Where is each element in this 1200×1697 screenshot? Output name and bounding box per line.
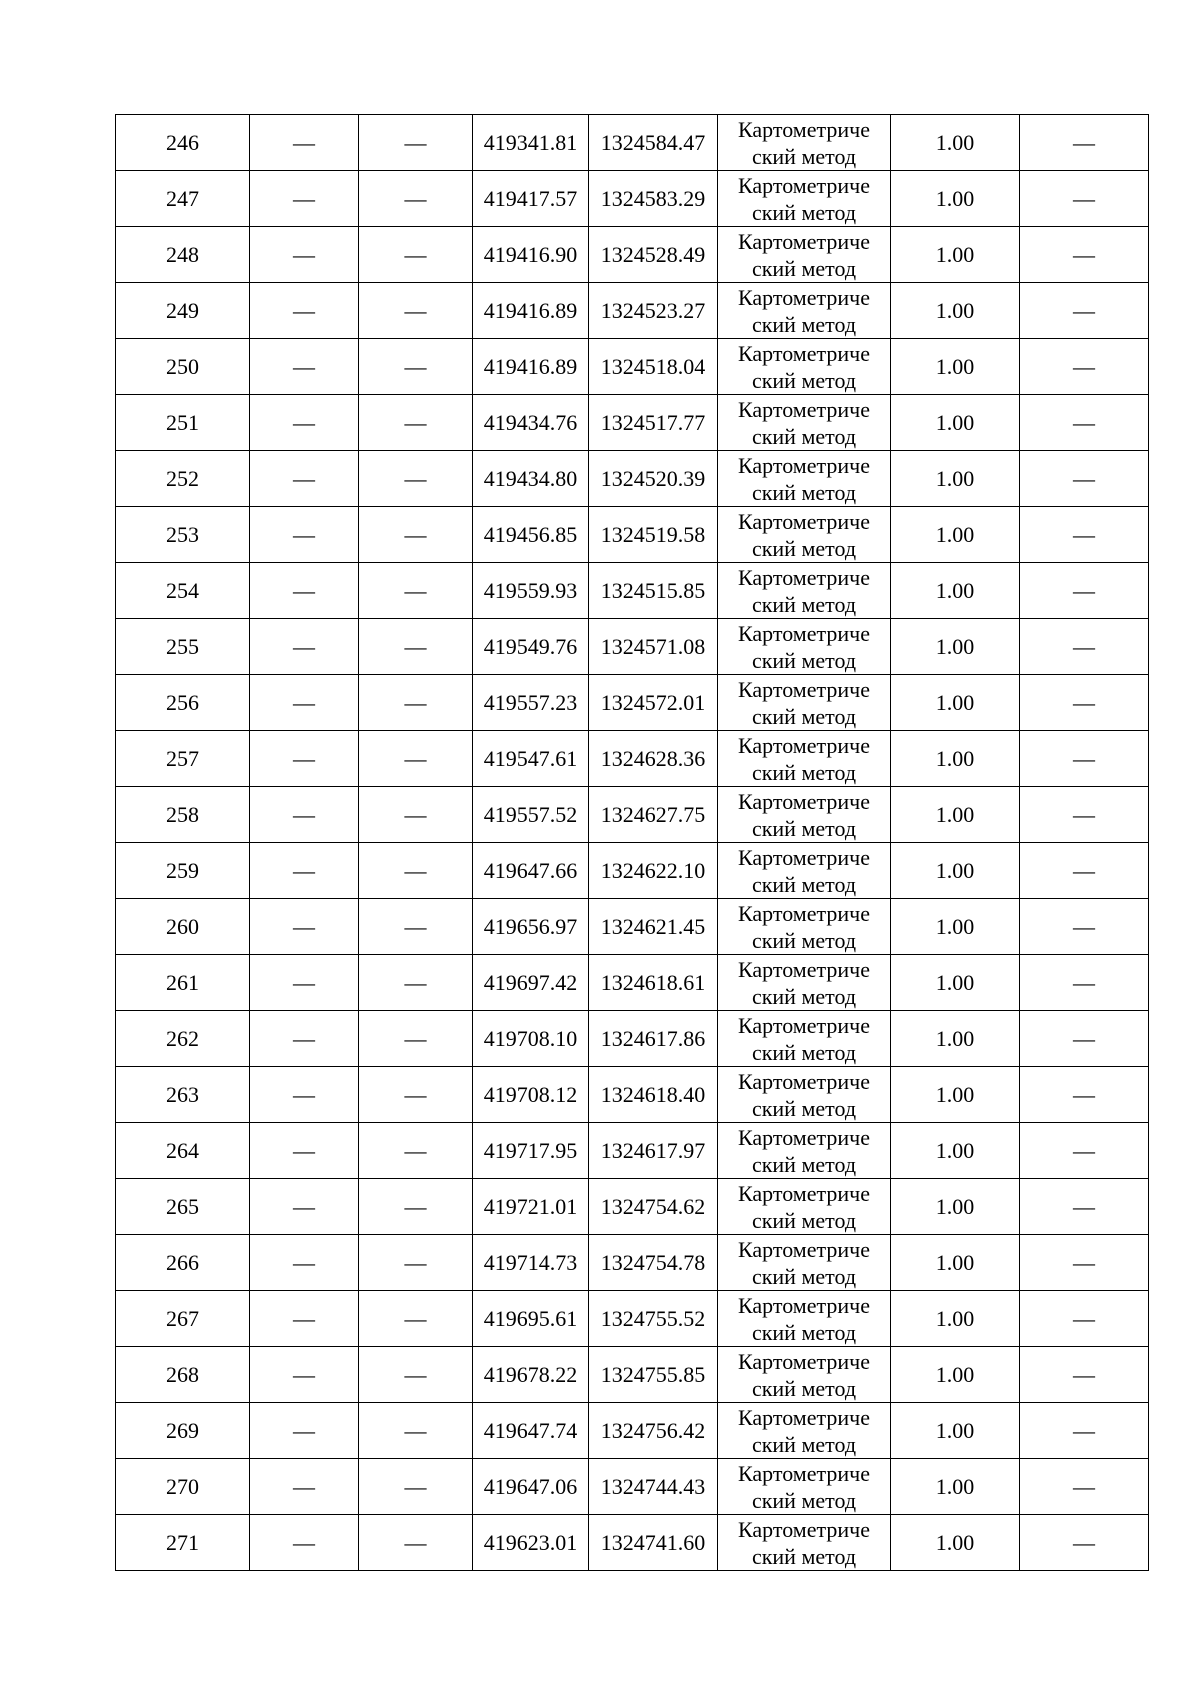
coordinate-x-cell: 419695.61 <box>473 1291 589 1347</box>
table-row <box>116 1515 1149 1571</box>
coordinate-y-cell: 1324755.85 <box>589 1347 718 1403</box>
point-number-cell: 271 <box>116 1515 250 1571</box>
point-number-cell: 257 <box>116 731 250 787</box>
coordinate-x-cell: 419416.89 <box>473 339 589 395</box>
method-cell: Картометриче ский метод <box>718 619 891 675</box>
table-row <box>116 787 1149 843</box>
table-row <box>116 1403 1149 1459</box>
accuracy-cell: 1.00 <box>891 899 1020 955</box>
coordinate-y-cell: 1324618.40 <box>589 1067 718 1123</box>
empty-dash-cell: — <box>250 1179 359 1235</box>
point-number-cell: 260 <box>116 899 250 955</box>
point-number-cell: 249 <box>116 283 250 339</box>
coordinate-x-cell: 419647.66 <box>473 843 589 899</box>
empty-dash-cell: — <box>359 115 473 171</box>
method-cell: Картометриче ский метод <box>718 1067 891 1123</box>
empty-dash-cell: — <box>359 451 473 507</box>
empty-dash-cell: — <box>359 1235 473 1291</box>
coordinate-x-cell: 419559.93 <box>473 563 589 619</box>
empty-dash-cell: — <box>359 1179 473 1235</box>
method-cell: Картометриче ский метод <box>718 955 891 1011</box>
coordinate-y-cell: 1324756.42 <box>589 1403 718 1459</box>
point-number-cell: 247 <box>116 171 250 227</box>
accuracy-cell: 1.00 <box>891 787 1020 843</box>
coordinate-x-cell: 419557.52 <box>473 787 589 843</box>
table-row <box>116 843 1149 899</box>
empty-dash-cell: — <box>1020 227 1149 283</box>
coordinate-y-cell: 1324618.61 <box>589 955 718 1011</box>
coordinate-y-cell: 1324520.39 <box>589 451 718 507</box>
accuracy-cell: 1.00 <box>891 1515 1020 1571</box>
point-number-cell: 248 <box>116 227 250 283</box>
empty-dash-cell: — <box>359 227 473 283</box>
coordinate-x-cell: 419549.76 <box>473 619 589 675</box>
empty-dash-cell: — <box>250 395 359 451</box>
coordinate-x-cell: 419434.76 <box>473 395 589 451</box>
point-number-cell: 269 <box>116 1403 250 1459</box>
coordinate-y-cell: 1324571.08 <box>589 619 718 675</box>
empty-dash-cell: — <box>250 787 359 843</box>
empty-dash-cell: — <box>359 1403 473 1459</box>
empty-dash-cell: — <box>1020 395 1149 451</box>
coordinate-x-cell: 419656.97 <box>473 899 589 955</box>
coordinate-y-cell: 1324755.52 <box>589 1291 718 1347</box>
coordinate-y-cell: 1324528.49 <box>589 227 718 283</box>
empty-dash-cell: — <box>250 171 359 227</box>
empty-dash-cell: — <box>250 227 359 283</box>
empty-dash-cell: — <box>359 507 473 563</box>
empty-dash-cell: — <box>250 1067 359 1123</box>
method-cell: Картометриче ский метод <box>718 1011 891 1067</box>
coordinate-x-cell: 419557.23 <box>473 675 589 731</box>
empty-dash-cell: — <box>250 1235 359 1291</box>
empty-dash-cell: — <box>1020 115 1149 171</box>
accuracy-cell: 1.00 <box>891 1235 1020 1291</box>
method-cell: Картометриче ский метод <box>718 1123 891 1179</box>
empty-dash-cell: — <box>250 115 359 171</box>
empty-dash-cell: — <box>1020 955 1149 1011</box>
point-number-cell: 270 <box>116 1459 250 1515</box>
point-number-cell: 259 <box>116 843 250 899</box>
coordinate-x-cell: 419623.01 <box>473 1515 589 1571</box>
table-row <box>116 171 1149 227</box>
coordinate-x-cell: 419547.61 <box>473 731 589 787</box>
empty-dash-cell: — <box>359 1291 473 1347</box>
empty-dash-cell: — <box>359 675 473 731</box>
coordinate-x-cell: 419708.12 <box>473 1067 589 1123</box>
accuracy-cell: 1.00 <box>891 843 1020 899</box>
point-number-cell: 261 <box>116 955 250 1011</box>
table-row <box>116 563 1149 619</box>
empty-dash-cell: — <box>1020 1011 1149 1067</box>
accuracy-cell: 1.00 <box>891 1011 1020 1067</box>
coordinate-x-cell: 419417.57 <box>473 171 589 227</box>
empty-dash-cell: — <box>250 1347 359 1403</box>
table-row <box>116 1179 1149 1235</box>
table-row <box>116 507 1149 563</box>
accuracy-cell: 1.00 <box>891 1123 1020 1179</box>
empty-dash-cell: — <box>1020 563 1149 619</box>
accuracy-cell: 1.00 <box>891 283 1020 339</box>
point-number-cell: 255 <box>116 619 250 675</box>
coordinate-y-cell: 1324627.75 <box>589 787 718 843</box>
point-number-cell: 265 <box>116 1179 250 1235</box>
empty-dash-cell: — <box>250 843 359 899</box>
empty-dash-cell: — <box>1020 1179 1149 1235</box>
table-row <box>116 731 1149 787</box>
method-cell: Картометриче ский метод <box>718 339 891 395</box>
method-cell: Картометриче ский метод <box>718 1403 891 1459</box>
table-row <box>116 899 1149 955</box>
empty-dash-cell: — <box>359 1011 473 1067</box>
empty-dash-cell: — <box>359 1459 473 1515</box>
coordinate-x-cell: 419647.74 <box>473 1403 589 1459</box>
method-cell: Картометриче ский метод <box>718 731 891 787</box>
coordinate-y-cell: 1324515.85 <box>589 563 718 619</box>
empty-dash-cell: — <box>250 619 359 675</box>
empty-dash-cell: — <box>359 1515 473 1571</box>
table-row <box>116 1123 1149 1179</box>
accuracy-cell: 1.00 <box>891 619 1020 675</box>
empty-dash-cell: — <box>359 171 473 227</box>
empty-dash-cell: — <box>250 1011 359 1067</box>
accuracy-cell: 1.00 <box>891 955 1020 1011</box>
accuracy-cell: 1.00 <box>891 171 1020 227</box>
coordinate-y-cell: 1324754.62 <box>589 1179 718 1235</box>
empty-dash-cell: — <box>359 843 473 899</box>
empty-dash-cell: — <box>1020 283 1149 339</box>
empty-dash-cell: — <box>359 899 473 955</box>
method-cell: Картометриче ский метод <box>718 1347 891 1403</box>
accuracy-cell: 1.00 <box>891 1347 1020 1403</box>
empty-dash-cell: — <box>250 507 359 563</box>
empty-dash-cell: — <box>250 283 359 339</box>
table-row <box>116 1459 1149 1515</box>
table-row <box>116 451 1149 507</box>
point-number-cell: 262 <box>116 1011 250 1067</box>
method-cell: Картометриче ский метод <box>718 451 891 507</box>
point-number-cell: 263 <box>116 1067 250 1123</box>
empty-dash-cell: — <box>250 1403 359 1459</box>
coordinate-x-cell: 419697.42 <box>473 955 589 1011</box>
empty-dash-cell: — <box>1020 1123 1149 1179</box>
empty-dash-cell: — <box>359 339 473 395</box>
coordinate-y-cell: 1324572.01 <box>589 675 718 731</box>
empty-dash-cell: — <box>359 395 473 451</box>
point-number-cell: 256 <box>116 675 250 731</box>
coordinate-y-cell: 1324628.36 <box>589 731 718 787</box>
empty-dash-cell: — <box>1020 507 1149 563</box>
method-cell: Картометриче ский метод <box>718 787 891 843</box>
empty-dash-cell: — <box>250 339 359 395</box>
accuracy-cell: 1.00 <box>891 675 1020 731</box>
point-number-cell: 266 <box>116 1235 250 1291</box>
point-number-cell: 264 <box>116 1123 250 1179</box>
empty-dash-cell: — <box>359 731 473 787</box>
method-cell: Картометриче ский метод <box>718 227 891 283</box>
point-number-cell: 251 <box>116 395 250 451</box>
coordinate-y-cell: 1324517.77 <box>589 395 718 451</box>
accuracy-cell: 1.00 <box>891 507 1020 563</box>
table-row <box>116 283 1149 339</box>
coordinates-table <box>115 114 1149 1571</box>
method-cell: Картометриче ский метод <box>718 507 891 563</box>
coordinate-y-cell: 1324584.47 <box>589 115 718 171</box>
table-row <box>116 227 1149 283</box>
accuracy-cell: 1.00 <box>891 563 1020 619</box>
method-cell: Картометриче ский метод <box>718 1515 891 1571</box>
coordinate-x-cell: 419416.90 <box>473 227 589 283</box>
empty-dash-cell: — <box>250 563 359 619</box>
table-row <box>116 675 1149 731</box>
method-cell: Картометриче ский метод <box>718 1291 891 1347</box>
method-cell: Картометриче ский метод <box>718 1235 891 1291</box>
coordinate-y-cell: 1324617.86 <box>589 1011 718 1067</box>
accuracy-cell: 1.00 <box>891 731 1020 787</box>
table-row <box>116 1347 1149 1403</box>
empty-dash-cell: — <box>1020 451 1149 507</box>
coordinate-x-cell: 419708.10 <box>473 1011 589 1067</box>
coordinate-x-cell: 419678.22 <box>473 1347 589 1403</box>
empty-dash-cell: — <box>1020 1459 1149 1515</box>
empty-dash-cell: — <box>1020 731 1149 787</box>
coordinate-x-cell: 419647.06 <box>473 1459 589 1515</box>
coordinate-y-cell: 1324622.10 <box>589 843 718 899</box>
empty-dash-cell: — <box>359 1123 473 1179</box>
point-number-cell: 250 <box>116 339 250 395</box>
empty-dash-cell: — <box>1020 1291 1149 1347</box>
table-row <box>116 115 1149 171</box>
method-cell: Картометриче ский метод <box>718 395 891 451</box>
table-row <box>116 955 1149 1011</box>
table-row <box>116 1235 1149 1291</box>
empty-dash-cell: — <box>1020 675 1149 731</box>
accuracy-cell: 1.00 <box>891 451 1020 507</box>
coordinate-y-cell: 1324523.27 <box>589 283 718 339</box>
coordinate-y-cell: 1324583.29 <box>589 171 718 227</box>
table-body <box>116 115 1149 1571</box>
coordinate-y-cell: 1324754.78 <box>589 1235 718 1291</box>
coordinate-x-cell: 419456.85 <box>473 507 589 563</box>
coordinate-y-cell: 1324741.60 <box>589 1515 718 1571</box>
empty-dash-cell: — <box>250 675 359 731</box>
empty-dash-cell: — <box>250 451 359 507</box>
coordinate-x-cell: 419434.80 <box>473 451 589 507</box>
empty-dash-cell: — <box>1020 1515 1149 1571</box>
empty-dash-cell: — <box>250 1291 359 1347</box>
coordinate-x-cell: 419714.73 <box>473 1235 589 1291</box>
empty-dash-cell: — <box>359 787 473 843</box>
accuracy-cell: 1.00 <box>891 395 1020 451</box>
method-cell: Картометриче ский метод <box>718 843 891 899</box>
table-row <box>116 1067 1149 1123</box>
empty-dash-cell: — <box>359 563 473 619</box>
empty-dash-cell: — <box>250 1123 359 1179</box>
empty-dash-cell: — <box>1020 1235 1149 1291</box>
accuracy-cell: 1.00 <box>891 339 1020 395</box>
table-row <box>116 619 1149 675</box>
coordinate-y-cell: 1324621.45 <box>589 899 718 955</box>
coordinate-y-cell: 1324519.58 <box>589 507 718 563</box>
coordinate-x-cell: 419341.81 <box>473 115 589 171</box>
accuracy-cell: 1.00 <box>891 227 1020 283</box>
coordinate-y-cell: 1324744.43 <box>589 1459 718 1515</box>
empty-dash-cell: — <box>359 283 473 339</box>
coordinate-y-cell: 1324518.04 <box>589 339 718 395</box>
empty-dash-cell: — <box>1020 843 1149 899</box>
method-cell: Картометриче ский метод <box>718 675 891 731</box>
accuracy-cell: 1.00 <box>891 1067 1020 1123</box>
empty-dash-cell: — <box>359 1067 473 1123</box>
accuracy-cell: 1.00 <box>891 1459 1020 1515</box>
empty-dash-cell: — <box>1020 1067 1149 1123</box>
table-row <box>116 1291 1149 1347</box>
method-cell: Картометриче ский метод <box>718 115 891 171</box>
coordinate-x-cell: 419416.89 <box>473 283 589 339</box>
point-number-cell: 252 <box>116 451 250 507</box>
empty-dash-cell: — <box>1020 619 1149 675</box>
empty-dash-cell: — <box>1020 171 1149 227</box>
method-cell: Картометриче ский метод <box>718 171 891 227</box>
empty-dash-cell: — <box>250 1515 359 1571</box>
empty-dash-cell: — <box>359 619 473 675</box>
accuracy-cell: 1.00 <box>891 1403 1020 1459</box>
table-row <box>116 395 1149 451</box>
point-number-cell: 267 <box>116 1291 250 1347</box>
point-number-cell: 258 <box>116 787 250 843</box>
method-cell: Картометриче ский метод <box>718 899 891 955</box>
table-row <box>116 339 1149 395</box>
point-number-cell: 253 <box>116 507 250 563</box>
empty-dash-cell: — <box>1020 1347 1149 1403</box>
table-row <box>116 1011 1149 1067</box>
empty-dash-cell: — <box>359 955 473 1011</box>
accuracy-cell: 1.00 <box>891 115 1020 171</box>
empty-dash-cell: — <box>1020 339 1149 395</box>
method-cell: Картометриче ский метод <box>718 1459 891 1515</box>
point-number-cell: 254 <box>116 563 250 619</box>
empty-dash-cell: — <box>1020 787 1149 843</box>
coordinate-y-cell: 1324617.97 <box>589 1123 718 1179</box>
accuracy-cell: 1.00 <box>891 1291 1020 1347</box>
empty-dash-cell: — <box>250 955 359 1011</box>
accuracy-cell: 1.00 <box>891 1179 1020 1235</box>
point-number-cell: 268 <box>116 1347 250 1403</box>
coordinate-x-cell: 419721.01 <box>473 1179 589 1235</box>
empty-dash-cell: — <box>359 1347 473 1403</box>
empty-dash-cell: — <box>1020 1403 1149 1459</box>
method-cell: Картометриче ский метод <box>718 563 891 619</box>
coordinate-x-cell: 419717.95 <box>473 1123 589 1179</box>
empty-dash-cell: — <box>1020 899 1149 955</box>
empty-dash-cell: — <box>250 731 359 787</box>
method-cell: Картометриче ский метод <box>718 1179 891 1235</box>
empty-dash-cell: — <box>250 1459 359 1515</box>
empty-dash-cell: — <box>250 899 359 955</box>
method-cell: Картометриче ский метод <box>718 283 891 339</box>
point-number-cell: 246 <box>116 115 250 171</box>
